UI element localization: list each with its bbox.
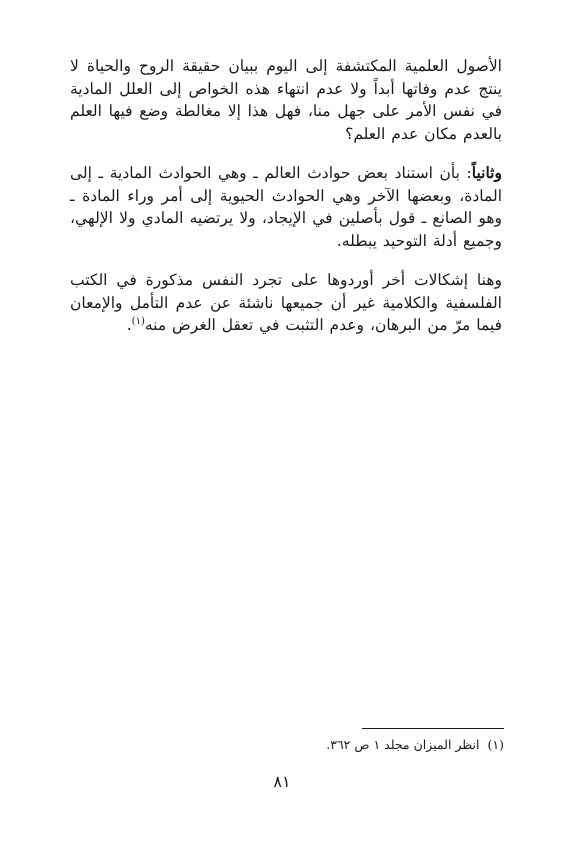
paragraph-2-lead: وثانياً — [471, 163, 502, 182]
paragraph-2 — [70, 162, 502, 252]
footnote-marker: (١) — [487, 737, 504, 752]
paragraph-3-text: وهنا إشكالات أخر أوردوها على تجرد النفس مذكورة في الكتب الفلسفية والكلامية غير أن جميعها ناشئة عن عدم التأمل والإمعان فيما مرّ من البرهان، وعدم التثبت في تعقل الغرض منه — [70, 271, 502, 334]
paragraph-1 — [70, 55, 502, 145]
paragraph-3 — [70, 269, 502, 337]
paragraph-2-text: : بأن استناد بعض حوادث العالم ـ وهي الحوادث المادية ـ إلى المادة، وبعضها الآخر وهي الحوادث الحيوية إلى أمر وراء المادة ـ وهو الصانع ـ قول بأصلين في الإيجاد، ولا يرتضيه المادي ولا الإلهي، وجميع أدلة التوحيد يبطله. — [70, 164, 502, 250]
footnote-reference[interactable]: (١) — [131, 315, 145, 327]
footnote — [100, 736, 504, 754]
page-number: ٨١ — [273, 772, 291, 791]
footnote-text: انظر الميزان مجلد ١ ص ٣٦٢. — [326, 737, 480, 752]
paragraph-3-end: . — [126, 316, 132, 334]
paragraph-1-text: الأصول العلمية المكتشفة إلى اليوم ببيان حقيقة الروح والحياة لا ينتج عدم وفاتها أبداً ولا عدم انتهاء هذه الخواص إلى العلل المادية في نفس الأمر على جهل منا، فهل هذا إلا مغالطة وضع فيها العلم بالعدم مكان عدم العلم؟ — [70, 57, 502, 143]
body-text — [70, 55, 502, 337]
footnote-divider — [362, 728, 504, 729]
